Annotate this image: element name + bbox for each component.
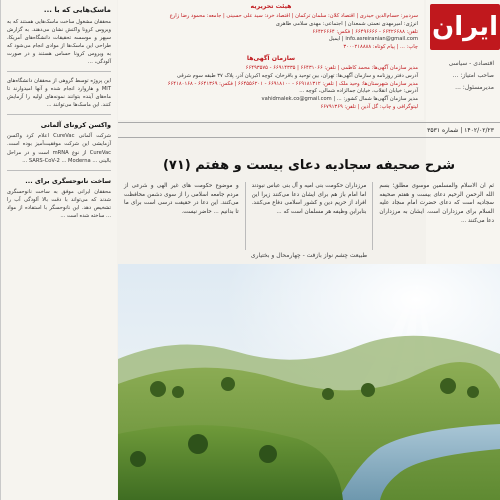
staff-line: مدیر سازمان آگهی‌ها: محمد کاظمی | تلفن: ۶۶۴۳۱۰۶۶ | ۶۶۹۱۴۳۳۵ - ۶۶۴۹۳۵۷۵ [245,64,418,71]
left-subheading-2: ساخت نانوحسگری برای ... [25,176,111,185]
ads-title: سازمان آگهی‌ها [246,54,296,62]
left-divider [7,170,111,171]
staff-line: آدرس دفتر روزنامه و سازمان آگهی‌ها: تهران، بین توحید و باقرخان، کوچه اکبریان آذر، پلاک ۳۷ طبقه سوم شرقی [176,72,418,79]
left-paragraph-4: محققان ایرانی موفق به ساخت نانوحسگری شدند که می‌تواند با دقت بالا آلودگی آب را تشخیص دهد. این نانوحسگر با استفاده از مواد ... ساخته شده است ... [7,188,111,219]
article-column-2: مرزداران حکومت بنی امیه و آل بنی عباس نبودند اما امام باز هم برای ایشان دعا می‌کنند زیرا این افراد از حریم دین و کشور اسلامی دفاع می‌کنند. بنابراین وظیفه هر مسلمان است که ... [251,183,367,215]
staff-line: تلفن: ۶۶۴۲۶۶۸۸ - ۶۶۴۹۶۶۶۶ | فکس: ۶۶۴۲۶۶۶۴ [312,28,418,35]
article-column-3: و موضوع حکومت های غیر الهی و شرعی از مردم جامعه اسلامی را از سوی دشمن محافظت می‌کنند. این دعا در حقیقت درسی است برای ما تا بدانیم ... حاضر نیست. [123,183,239,215]
left-subheading-1: واکسن کرونای آلمانی [40,121,111,130]
masthead-owner: صاحب امتیاز: ... [452,72,494,79]
left-top-heading: ماسک‌هایی که با ... [43,6,111,14]
left-news-column [0,0,117,500]
left-divider [7,114,111,115]
staff-line: انرژی: امیرمهدی نعمتی شمعدان | اجتماعی: مهدی سلامی طاهری [275,20,418,27]
issue-date-strip [118,122,500,138]
staff-title: هیئت تحریریه [250,3,292,10]
staff-box [118,0,424,120]
column-divider [245,182,246,250]
left-paragraph-1: محققان مشغول ساخت ماسک‌هایی هستند که به ویروس کرونا واکنش نشان می‌دهند. به گزارش سپهر و موسسه تحقیقات دانشگاه‌های آمریکا، طراحی این ماسک‌ها از موادی انجام می‌شود که به ویروس کرونا حساس هستند و در صورت آلودگی، ... [7,18,111,66]
staff-email: info.asreiranian@gmail.com | ایمیل [328,36,418,43]
newspaper-logo: ایران [430,4,500,50]
staff-line: لیتوگرافی و چاپ: گل آذین | تلفن: ۶۶۷۹۱۳۶۹ [320,103,418,110]
article-headline: شرح صحیفه سجادیه دعای بیست و هفتم (۷۱) [162,158,456,173]
masthead-director: مدیرمسئول: ... [455,84,494,91]
column-divider [372,182,373,250]
staff-line: چاپ: ... | پیام کوتاه: ۳۰۰۰۲۱۸۸۸۸ [343,44,418,51]
staff-line: مدیر سازمان آگهی‌ها شمال کشور: ... | vahidmalek.co@gmail.com [261,96,418,103]
article-column-1: ثم ان الاسلام والمسلمین موسوی مطلق؛ بسم الله الرحمن الرحیم دعای بیست و هفتم صحیفه سجادیه است که دعای حضرت امام سجاد علیه السلام برای مرزداران است. ایشان به مرزداران دعا می‌کنند ... [379,183,494,224]
left-divider [7,71,111,72]
masthead-tagline: اقتصادی - سیاسی [448,60,494,67]
left-paragraph-2: این پروژه توسط گروهی از محققان دانشگاه‌های MIT و هاروارد انجام شده و آنها امیدوارند تا ماه‌های آینده بتوانند نمونه‌های اولیه را آزمایش کنند. این ماسک‌ها می‌توانند ... [7,78,111,109]
staff-line: آدرس: خیابان انقلاب، خیابان جمالزاده شمالی، کوچه ... [299,88,418,95]
staff-line: سردبیر: حسام‌الدین حیدری | اقتصاد کلان: سلمان ترکمان | اقتصاد خرد: سید علی حسینی | جامعه: محمود رضا زارع [169,13,418,19]
staff-line: مدیر سازمان شهرستان‌ها: وحید ملک | تلفن: ۶۶۹۱۸۱۳۱۲ - ۶۶۹۱۸۱۰۰ - ۶۶۴۵۵۶۲۰۱ | فکس: ۶۶۴۱۳۶۹ - ۶۶۴۱۸۰۱۶۸ [167,80,418,87]
landscape-illustration [118,264,500,500]
left-paragraph-3: شرکت آلمانی CureVac اعلام کرد واکسن آزمایشی این شرکت موفقیت‌آمیز بوده است. CureVac از نوع mRNA است و در مراحل بالینی ... SARS-CoV-2 ... Moderna ... [7,133,111,164]
photo-caption: طبیعت چشم نواز بازفت - چهارمحال و بختیاری [250,252,368,259]
issue-date: ۱۴۰۲/۰۲/۲۳ | شماره ۳۵۳۱ [427,126,494,134]
article-body [118,182,500,250]
landscape-photo [118,264,500,500]
